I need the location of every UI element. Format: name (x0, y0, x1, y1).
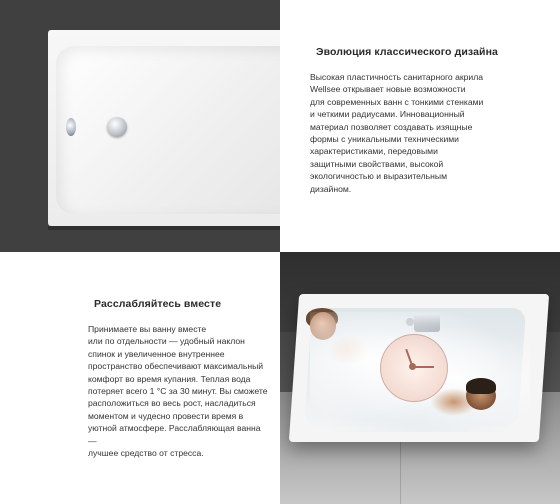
drain-icon (107, 117, 127, 137)
classic-design-section (310, 46, 532, 195)
classic-design-title: Эволюция классического дизайна (316, 46, 498, 58)
overflow-knob-icon (66, 118, 76, 136)
bathtub-shadow (48, 226, 280, 230)
couple-bath-photo (280, 252, 560, 504)
bathtub-top-photo (0, 0, 280, 252)
classic-design-body: Высокая пластичность санитарного акрила Wellsee открывает новые возможности для современных ванн с тонкими стенками и четкими радиусами. Инновационный материал позволяет создавать изящные формы с уникальными техническими характеристиками, передовыми защитными свойствами, высокой экологичностью и выразительным дизайном. (310, 72, 484, 194)
relax-together-body: Принимаете вы ванну вместе или по отдельности — удобный наклон спинок и увеличенное внутреннее пространство обеспечивают максимальный комфорт во время купания. Теплая вода потеряет всего 1 °C за 30 минут. Вы сможете расположиться во весь рост, насладиться моментом и чудесно провести время в уютной атмосфере. Расслабляющая ванна — лучшее средство от стресса. (88, 324, 268, 459)
person-man-hair (466, 378, 496, 394)
relax-together-title: Расслабляйтесь вместе (94, 298, 222, 310)
bathtub-basin (56, 46, 280, 214)
clock-center (409, 363, 416, 370)
relax-together-section (88, 298, 270, 459)
